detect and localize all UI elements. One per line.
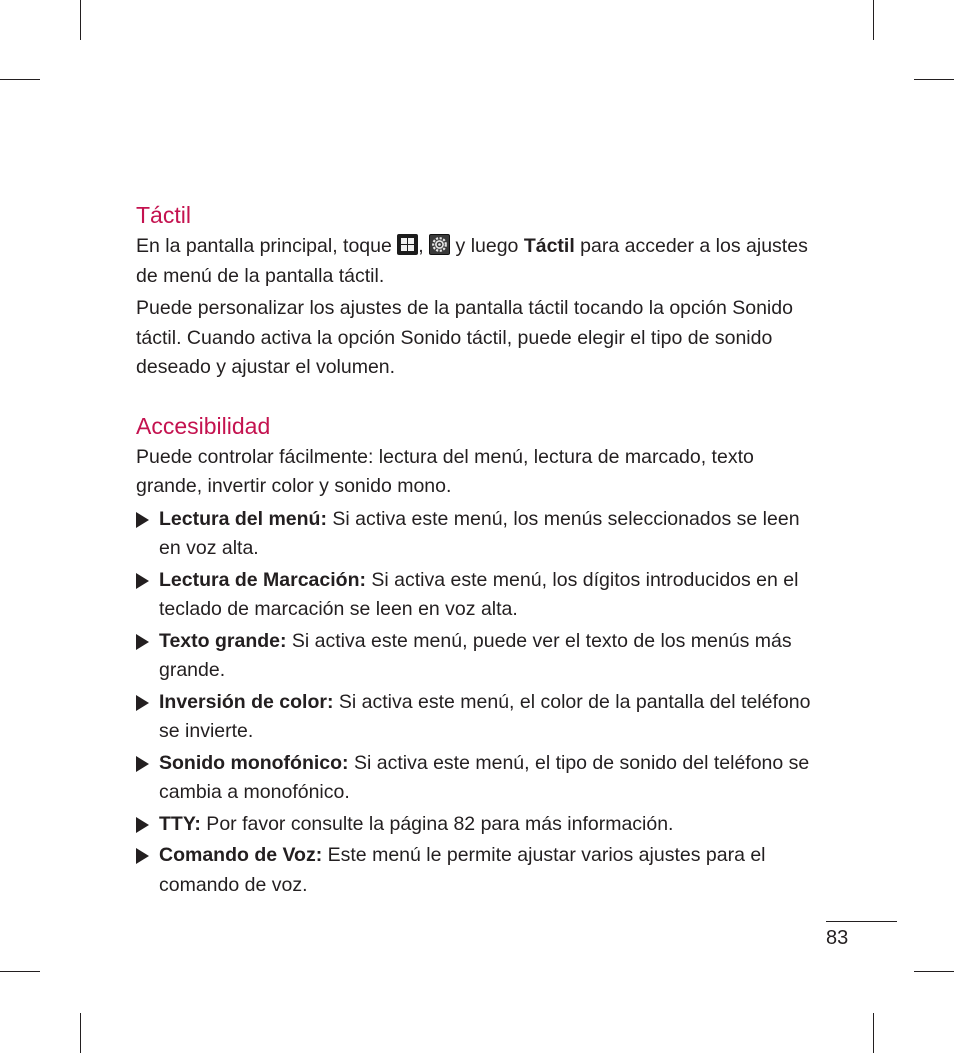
crop-mark-top-right-h [914,79,954,80]
list-item-text: Si activa este menú, el color de la pantalla del teléfono se invierte. [159,690,811,742]
list-item [136,841,816,900]
list-item-text: Por favor consulte la página 82 para más información. [200,812,674,835]
settings-gear-icon [429,234,450,255]
list-item-term: Comando de Voz: [159,844,323,866]
triangle-bullet-icon [136,756,149,772]
triangle-bullet-icon [136,695,149,711]
crop-mark-top-left [80,0,81,40]
list-item-text: Si activa este menú, puede ver el texto de los menús más grande. [159,629,792,681]
section-heading-touch: Táctil [136,202,191,228]
crop-mark-bottom-right [873,1013,874,1053]
triangle-bullet-icon [136,512,149,528]
list-item [136,810,816,840]
crop-mark-top-left-h [0,79,40,80]
section-accessibility [136,409,816,901]
triangle-bullet-icon [136,848,149,864]
crop-mark-top-right [873,0,874,40]
apps-grid-icon [397,234,418,255]
triangle-bullet-icon [136,634,149,650]
section-touch [136,198,816,383]
accessibility-intro: Puede controlar fácilmente: lectura del menú, lectura de marcado, texto grande, invertir color y sonido mono. [136,445,754,497]
touch-p1-before: En la pantalla principal, toque [136,235,398,257]
touch-paragraph-2: Puede personalizar los ajustes de la pantalla táctil tocando la opción Sonido táctil. Cuando activa la opción Sonido táctil, puede elegir el tipo de sonido deseado y ajustar el volumen. [136,297,793,378]
list-item-text: Si activa este menú, el tipo de sonido del teléfono se cambia a monofónico. [159,751,810,803]
list-item-term: TTY: [159,812,201,835]
triangle-bullet-icon [136,817,149,833]
crop-mark-bottom-right-h [914,971,954,972]
list-item [136,688,816,747]
list-item-text: Este menú le permite ajustar varios ajustes para el comando de voz. [159,844,766,896]
list-item-term: Inversión de color: [159,690,334,713]
touch-p1-bold: Táctil [523,235,575,257]
list-item-term: Texto grande: [159,629,287,652]
crop-mark-bottom-left [80,1013,81,1053]
accessibility-list [136,505,816,901]
list-item [136,505,816,564]
list-item [136,566,816,625]
touch-p1-middle: y luego [450,235,524,257]
touch-p1-comma: , [418,235,430,257]
triangle-bullet-icon [136,573,149,589]
section-heading-accessibility: Accesibilidad [136,412,271,439]
list-item-term: Lectura de Marcación: [159,568,366,591]
list-item-text: Si activa este menú, los menús seleccionados se leen en voz alta. [159,507,800,559]
crop-mark-bottom-left-h [0,971,40,972]
touch-paragraph-1 [136,232,816,291]
list-item-term: Sonido monofónico: [159,751,349,774]
page-number-rule [826,921,897,922]
page-number: 83 [826,927,849,949]
list-item-term: Lectura del menú: [159,507,327,530]
list-item-text: Si activa este menú, los dígitos introducidos en el teclado de marcación se leen en voz alta. [159,568,799,620]
list-item [136,749,816,808]
list-item [136,627,816,686]
page-content [136,198,816,902]
touch-p1-after: para acceder a los ajustes de menú de la pantalla táctil. [136,235,808,287]
